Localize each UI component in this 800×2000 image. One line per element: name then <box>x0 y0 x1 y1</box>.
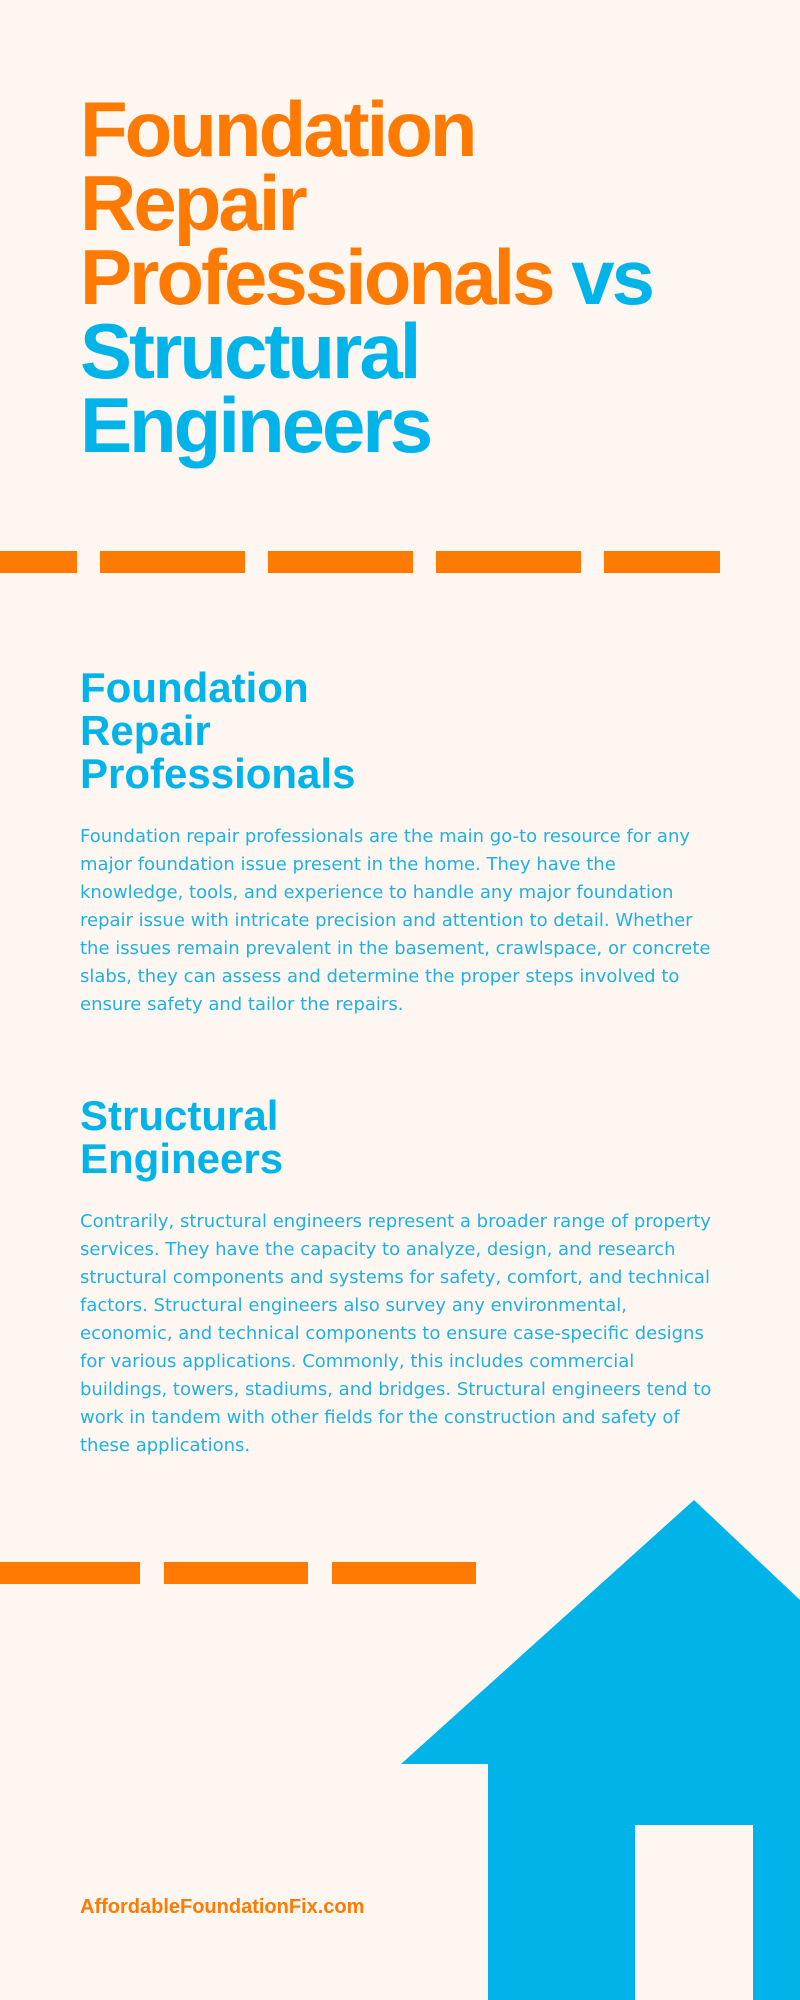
dash-segment <box>0 1562 140 1584</box>
footer-website-link[interactable]: AffordableFoundationFix.com <box>80 1896 365 1918</box>
dash-segment <box>164 1562 308 1584</box>
dash-segment <box>604 551 720 573</box>
section-body: Foundation repair professionals are the main go-to resource for any major foundation issue present in the home. They have the knowledge, tools, and experience to handle any major foundation repair issue with intricate precision and attention to detail. Whether the issues remain prevalent in the basement, crawlspace, or concrete slabs, they can assess and determine the proper steps involved to ensure safety and tailor the repairs. <box>80 826 711 1015</box>
title-line-3-blue: vs <box>571 233 652 321</box>
section-heading: Structural Engineers <box>80 1092 284 1182</box>
section-heading: Foundation Repair Professionals <box>80 664 356 797</box>
dash-segment <box>268 551 413 573</box>
dash-segment <box>0 551 77 573</box>
dash-segment <box>100 551 245 573</box>
page-title <box>80 85 760 469</box>
section-structural-engineers <box>80 1094 720 1460</box>
title-line-5: Engineers <box>80 381 431 469</box>
dash-segment <box>436 551 581 573</box>
title-line-1: Foundation <box>80 85 475 173</box>
title-line-2: Repair <box>80 159 305 247</box>
section-body: Contrarily, structural engineers represent a broader range of property services. They have the capacity to analyze, design, and research structural components and systems for safety, comfort, and technical factors. Structural engineers also survey any environmental, economic, and technical components to ensure case-specific designs for various applications. Commonly, this includes commercial buildings, towers, stadiums, and bridges. Structural engineers tend to work in tandem with other fields for the construction and safety of these applications. <box>80 1211 712 1456</box>
dash-segment <box>332 1562 476 1584</box>
title-line-3-orange: Professionals <box>80 233 553 321</box>
title-line-4: Structural <box>80 307 419 395</box>
section-foundation-repair <box>80 666 720 1019</box>
